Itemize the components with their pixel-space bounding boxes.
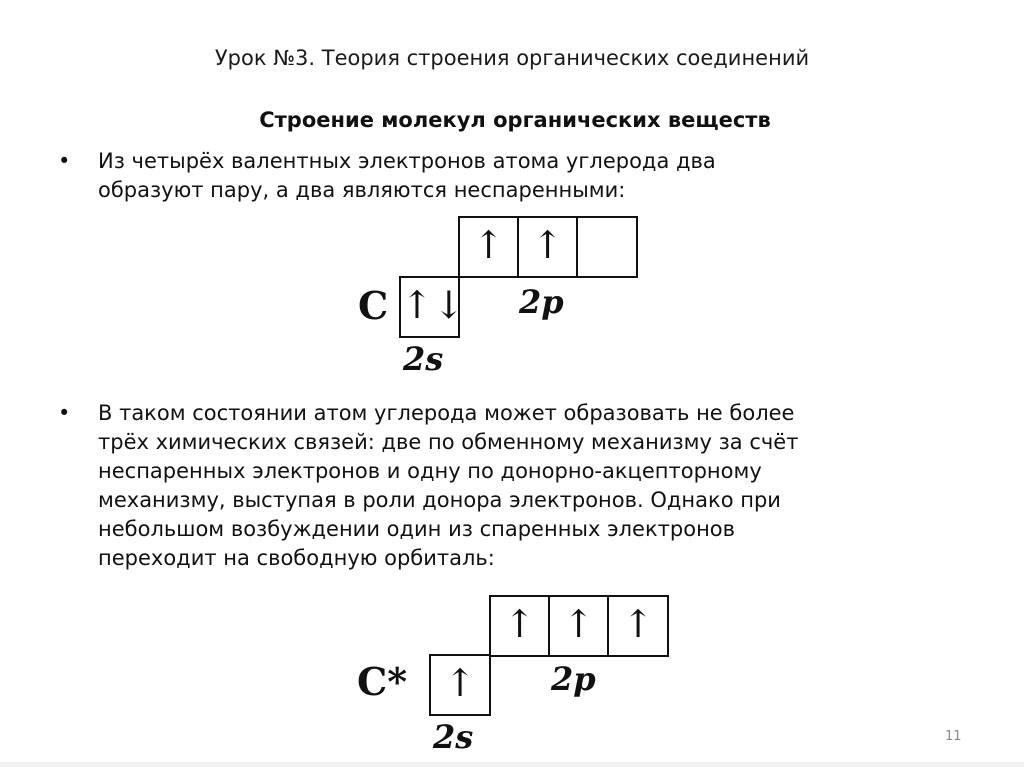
orbital-box-2p-2: ↑ (548, 595, 609, 657)
text-line: небольшом возбуждении один из спаренных электронов (98, 517, 736, 541)
sublevel-label-2s: 2s (403, 340, 444, 378)
bullet-text (98, 147, 978, 205)
orbital-box-2p-3: ↑ (607, 595, 669, 657)
bullet-text (98, 399, 978, 573)
orbital-box-2s: ↑↓ (399, 276, 460, 338)
atom-symbol: C (358, 283, 389, 328)
slide-title: Урок №3. Теория строения органических соединений (214, 46, 810, 70)
sublevel-label-2p: 2p (551, 660, 596, 698)
text-line: неспаренных электронов и одну по донорно-акцепторному (98, 459, 762, 483)
orbital-box-2p-2: ↑ (517, 216, 578, 278)
text-line: Из четырёх валентных электронов атома углерода два (98, 149, 716, 173)
page-number: 11 (945, 729, 962, 744)
text-line: переходит на свободную орбиталь: (98, 546, 495, 570)
bullet-marker: • (58, 401, 71, 425)
text-line: В таком состоянии атом углерода может образовать не более (98, 401, 795, 425)
slide-bottom-edge (0, 762, 1024, 767)
sublevel-label-2s: 2s (433, 718, 474, 756)
sublevel-label-2p: 2p (519, 283, 564, 321)
orbital-box-2p-1: ↑ (458, 216, 519, 278)
orbital-box-2s: ↑ (429, 654, 491, 716)
section-heading: Строение молекул органических веществ (259, 108, 771, 132)
text-line: механизму, выступая в роли донора электронов. Однако при (98, 488, 781, 512)
text-line: образуют пару, а два являются неспаренными: (98, 178, 626, 202)
orbital-box-2p-3 (576, 216, 638, 278)
text-line: трёх химических связей: две по обменному механизму за счёт (98, 430, 799, 454)
atom-symbol: C* (357, 659, 408, 704)
bullet-marker: • (58, 149, 71, 173)
orbital-box-2p-1: ↑ (489, 595, 550, 657)
